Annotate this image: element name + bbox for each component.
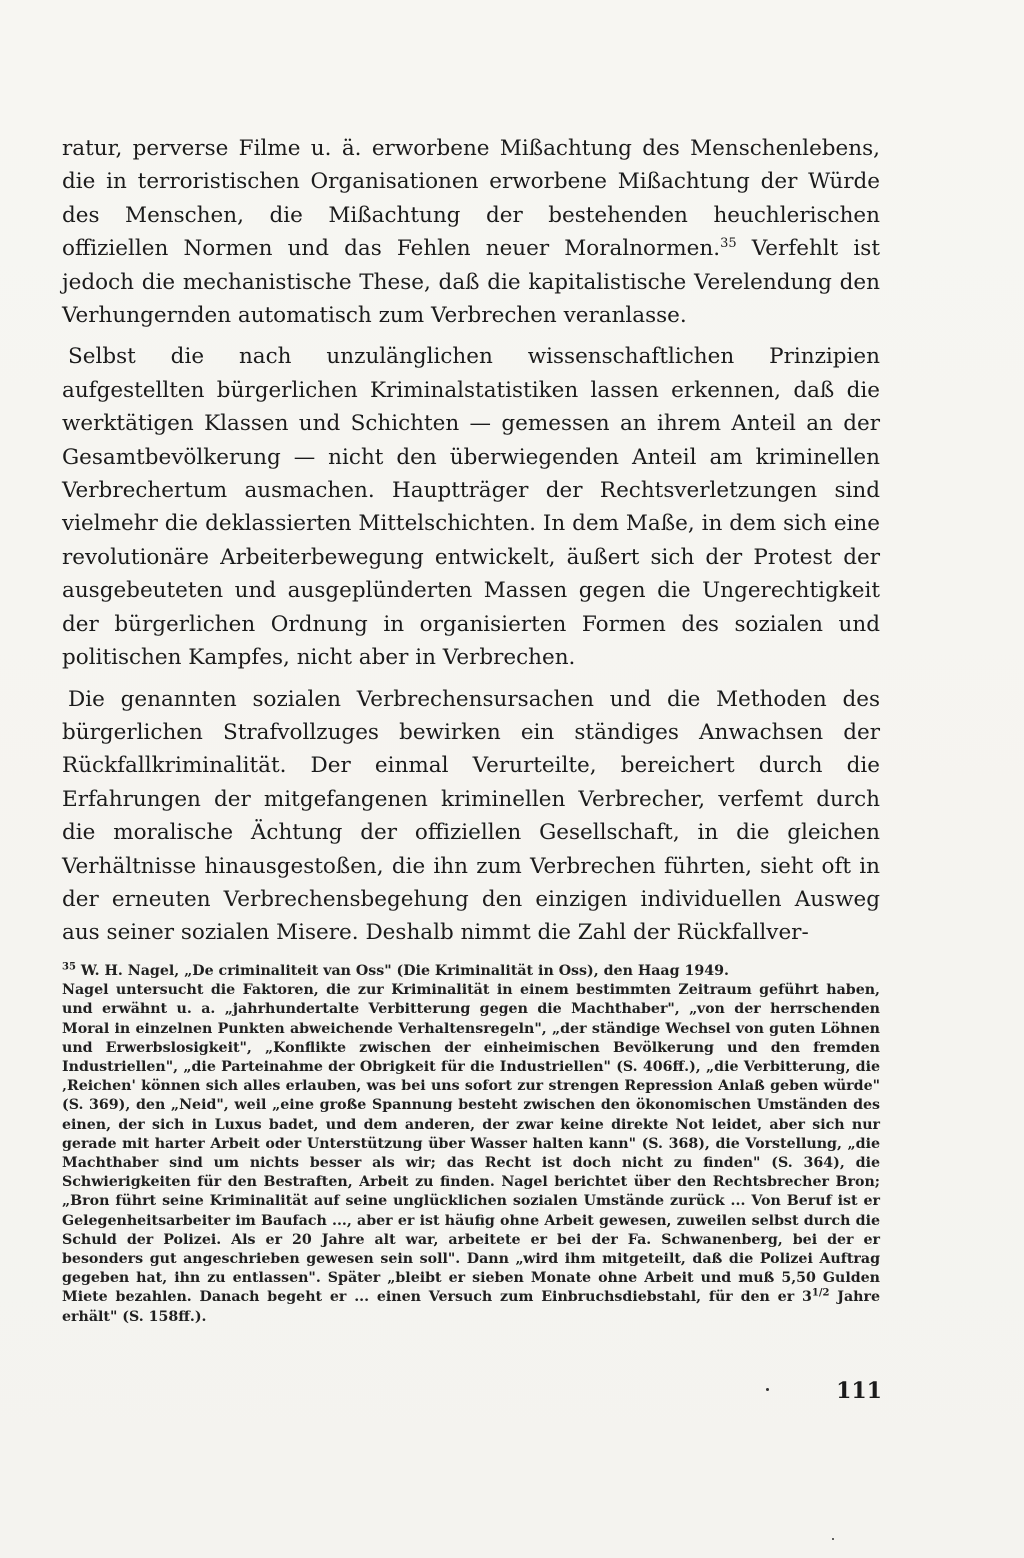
paragraph-1-main: ratur, perverse Filme u. ä. erworbene Mißachtung des Menschenlebens, die in terroristischen Organisationen erworbene Mißachtung der Würde des Menschen, die Mißachtung der bestehenden heuchlerischen offiziellen Normen und das Fehlen neuer Moralnormen.	[62, 136, 880, 262]
footnotes	[62, 962, 880, 1327]
print-speck	[832, 1538, 834, 1540]
paragraph-1-rest: Verfehlt ist jedoch die mechanistische These, daß die kapitalistische Verelendung den Verhungernden automatisch zum Verbrechen veranlasse.	[62, 236, 880, 329]
footnote-reference-35[interactable]: 35	[720, 236, 737, 252]
footnote-35-body	[62, 981, 880, 1327]
footnote-body: Nagel untersucht die Faktoren, die zur Kriminalität in einem bestimmten Zeitraum geführt haben, und erwähnt u. a. „jahrhundertalte Verbitterung gegen die Machthaber", „von der herrschenden Moral in einzelnen Punkten abweichende Verhaltensregeln", „der ständige Wechsel von guten Löhnen und Erwerbslosigkeit", „Konflikte zwischen der einheimischen Bevölkerung und den fremden Industriellen", „die Parteinahme der Obrigkeit für die Industriellen" (S. 406ff.), „die Verbitterung, die ‚Reichen' können sich alles erlauben, was bei uns sofort zur strengen Repression Anlaß geben würde" (S. 369), den „Neid", weil „eine große Spannung besteht zwischen den ökonomischen Umständen des einen, der sich in Luxus badet, und dem anderen, der zwar keine direkte Not leidet, aber sich nur gerade mit harter Arbeit oder Unterstützung über Wasser halten kann" (S. 368), die Vorstellung, „die Machthaber sind um nichts besser als wir; das Recht ist doch nicht zu finden" (S. 364), die Schwierigkeiten für den Bestraften, Arbeit zu finden. Nagel berichtet über den Rechtsbrecher Bron; „Bron führt seine Kriminalität auf seine unglücklichen sozialen Umstände zurück ... Von Beruf ist er Gelegenheitsarbeiter im Baufach ..., aber er ist häufig ohne Arbeit gewesen, zuweilen selbst durch die Schuld der Polizei. Als er 20 Jahre alt war, arbeitete er bei der Fa. Schwanenberg, bei der er besonders gut angeschrieben gewesen sein soll". Dann „wird ihm mitgeteilt, daß die Polizei Auftrag gegeben hat, ihn zu entlassen". Später „bleibt er sieben Monate ohne Arbeit und muß 5,50 Gulden Miete bezahlen. Danach begeht er ... einen Versuch zum Einbruchsdiebstahl, für den er 3	[62, 982, 880, 1306]
footnote-body-end: Jahre erhält" (S. 158ff.).	[62, 1289, 880, 1325]
paragraph-1	[62, 132, 880, 332]
main-text	[62, 132, 880, 958]
footnote-title: W. H. Nagel, „De criminaliteit van Oss" (Die Kriminalität in Oss), den Haag 1949.	[75, 963, 729, 979]
paragraph-2: Selbst die nach unzulänglichen wissenschaftlichen Prinzipien aufgestellten bürgerlichen Kriminalstatistiken lassen erkennen, daß die werktätigen Klassen und Schichten — gemessen an ihrem Anteil an der Gesamtbevölkerung — nicht den überwiegenden Anteil am kriminellen Verbrechertum ausmachen. Hauptträger der Rechtsverletzungen sind vielmehr die deklassierten Mittelschichten. In dem Maße, in dem sich eine revolutionäre Arbeiterbewegung entwickelt, äußert sich der Protest der ausgebeuteten und ausgeplünderten Massen gegen die Ungerechtigkeit der bürgerlichen Ordnung in organisierten Formen des sozialen und politischen Kampfes, nicht aber in Verbrechen.	[62, 344, 880, 671]
print-speck	[766, 1388, 769, 1391]
paragraph-3: Die genannten sozialen Verbrechensursachen und die Methoden des bürgerlichen Strafvollzuges bewirken ein ständiges Anwachsen der Rückfallkriminalität. Der einmal Verurteilte, bereichert durch die Erfahrungen der mitgefangenen kriminellen Verbrecher, verfemt durch die moralische Ächtung der offiziellen Gesellschaft, in die gleichen Verhältnisse hinausgestoßen, die ihn zum Verbrechen führten, sieht oft in der erneuten Verbrechensbegehung den einzigen individuellen Ausweg aus seiner sozialen Misere. Deshalb nimmt die Zahl der Rückfallver-	[62, 686, 880, 946]
footnote-fraction: 1/2	[811, 1287, 830, 1299]
page-number: 111	[836, 1378, 882, 1404]
footnote-35-citation	[62, 962, 880, 981]
footnote-marker: 35	[62, 961, 76, 973]
